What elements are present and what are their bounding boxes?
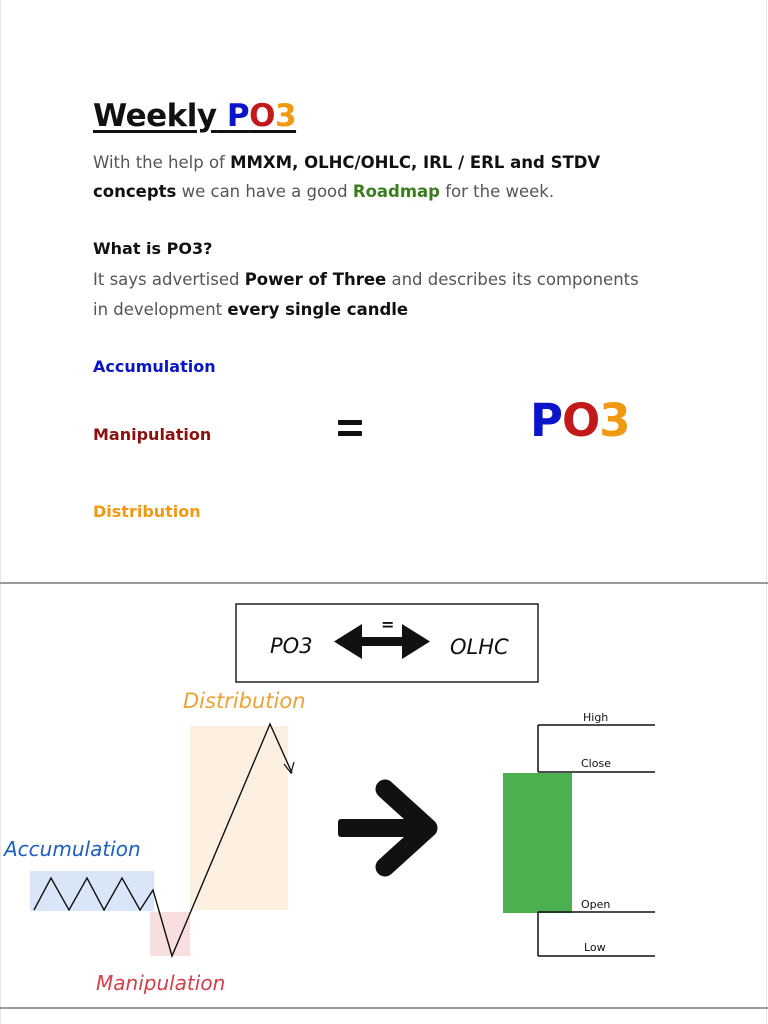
intro-line2-suffix: for the week.: [439, 182, 555, 201]
po3-diagram: [0, 584, 768, 1007]
candle-close-label: Close: [581, 757, 611, 770]
intro-line1-prefix: With the help of: [93, 153, 231, 172]
phase-manipulation: Manipulation: [93, 425, 212, 444]
question-line-2: [93, 295, 408, 324]
diagram-accumulation-label: Accumulation: [4, 837, 141, 861]
diagram-manipulation-label: Manipulation: [96, 971, 226, 995]
page-title: [93, 98, 296, 134]
intro-roadmap: Roadmap: [352, 182, 440, 201]
intro-line2-mid: we can have a good: [176, 182, 353, 201]
intro-line-1: [93, 148, 600, 177]
right-arrow-icon: [338, 789, 428, 867]
phase-distribution: Distribution: [93, 502, 201, 521]
distribution-zone: [190, 726, 288, 910]
title-3: 3: [274, 98, 297, 134]
title-p: P: [226, 98, 250, 134]
phase-accumulation: Accumulation: [93, 357, 216, 376]
box-equals-label: =: [381, 615, 395, 634]
question-line1-suffix: and describes its components: [386, 270, 639, 289]
box-po3-label: PO3: [270, 634, 313, 658]
po3-logo: [530, 394, 630, 447]
po3-question-heading: What is PO3?: [93, 239, 213, 258]
question-line1-prefix: It says advertised: [93, 270, 245, 289]
question-line-1: [93, 265, 639, 294]
diagram-distribution-label: Distribution: [183, 689, 306, 713]
box-olhc-label: OLHC: [450, 635, 509, 659]
accumulation-zone: [30, 871, 154, 911]
po3-logo-p: P: [530, 394, 562, 447]
question-line2-prefix: in development: [93, 300, 228, 319]
candle-diagram: [503, 725, 655, 956]
intro-concepts-list: MMXM, OLHC/OHLC, IRL / ERL and STDV: [230, 153, 601, 172]
po3-logo-o: O: [561, 394, 600, 447]
title-o: O: [249, 98, 275, 134]
po3-logo-3: 3: [599, 394, 630, 447]
equals-icon: [338, 420, 362, 438]
title-word: Weekly: [93, 98, 217, 134]
intro-concepts-word: concepts: [93, 182, 177, 201]
candle-high-label: High: [583, 711, 609, 724]
power-of-three: Power of Three: [244, 270, 387, 289]
section-divider-bottom: [0, 1007, 768, 1009]
every-single-candle: every single candle: [227, 300, 409, 319]
candle-open-label: Open: [581, 898, 611, 911]
title-po3: [227, 98, 296, 134]
intro-line-2: [93, 177, 554, 206]
candle-low-label: Low: [584, 941, 606, 954]
candle-body: [503, 773, 572, 913]
